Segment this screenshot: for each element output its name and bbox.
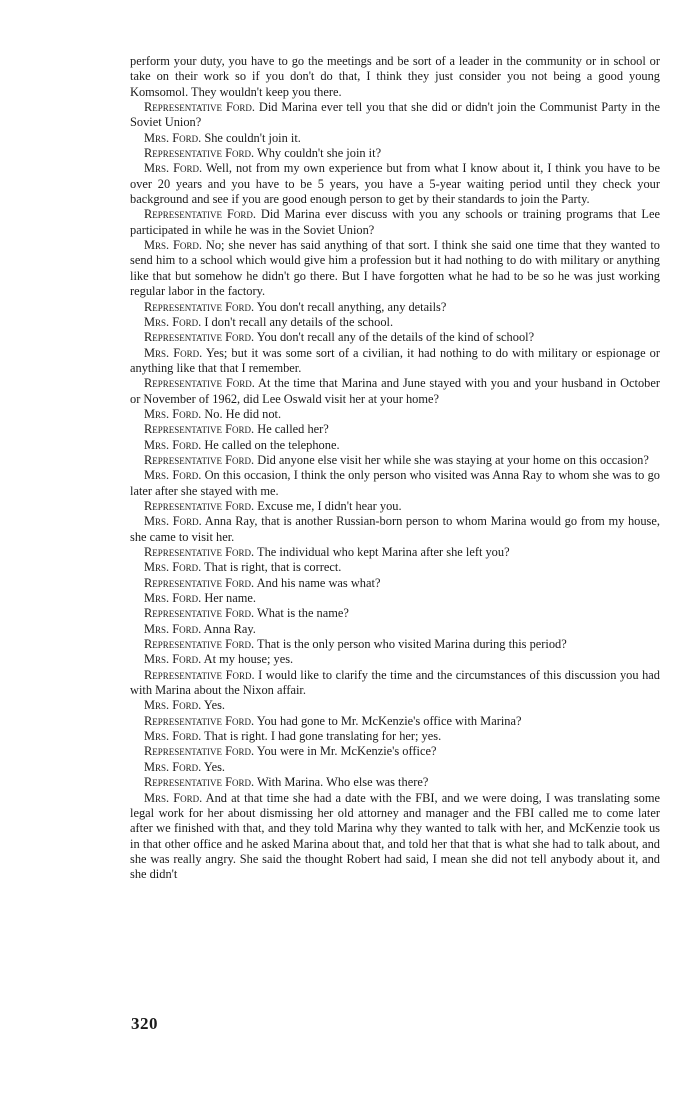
statement-text: I would like to clarify the time and the circumstances of this discussion you had with Marina about the Nixon affair. (130, 667, 660, 698)
testimony-paragraphs (130, 100, 660, 883)
testimony-paragraph (130, 606, 660, 621)
lead-paragraph: perform your duty, you have to go the meetings and be sort of a leader in the community or in school or take on their work so if you don't do that, I think they just consider you not being a good young Komsomol. They wouldn't keep you there. (130, 54, 660, 99)
statement-text: You were in Mr. McKenzie's office? (256, 744, 437, 759)
statement-text: She couldn't join it. (204, 130, 301, 145)
testimony-paragraph (130, 407, 660, 422)
speaker-label: Mrs. Ford. (144, 345, 203, 360)
testimony-paragraph (130, 453, 660, 468)
statement-text: That is right, that is correct. (204, 560, 342, 575)
speaker-label: Representative Ford. (144, 207, 256, 222)
statement-text: Why couldn't she join it? (257, 146, 382, 161)
statement-text: On this occasion, I think the only person who visited was Anna Ray to whom she was to go later after she stayed with me. (130, 468, 660, 498)
speaker-label: Mrs. Ford. (144, 591, 202, 606)
speaker-label: Representative Ford. (144, 146, 255, 161)
testimony-paragraph (130, 330, 660, 345)
speaker-label: Representative Ford. (144, 299, 255, 314)
speaker-label: Representative Ford. (144, 545, 255, 559)
speaker-label: Representative Ford. (144, 667, 255, 682)
statement-text: I don't recall any details of the school. (204, 314, 394, 329)
testimony-paragraph (130, 131, 660, 146)
testimony-paragraph (130, 698, 660, 713)
speaker-label: Mrs. Ford. (144, 406, 202, 421)
testimony-paragraph (130, 652, 660, 667)
testimony-paragraph (130, 729, 660, 744)
testimony-paragraph (130, 576, 660, 591)
speaker-label: Mrs. Ford. (144, 759, 202, 774)
testimony-paragraph (130, 668, 660, 699)
testimony-paragraph (130, 207, 660, 238)
speaker-label: Representative Ford. (144, 422, 255, 437)
testimony-paragraph (130, 744, 660, 759)
speaker-label: Mrs. Ford. (144, 468, 202, 483)
statement-text: You don't recall anything, any details? (256, 299, 447, 314)
speaker-label: Representative Ford. (144, 376, 255, 391)
statement-text: Yes; but it was some sort of a civilian, it had nothing to do with military or espionage or anything like that that I remember. (130, 345, 660, 375)
speaker-label: Representative Ford. (144, 713, 255, 728)
speaker-label: Mrs. Ford. (144, 437, 202, 452)
statement-text: No; she never has said anything of that sort. I think she said one time that they wanted to send him to a school which would give him a profession but it had nothing to do with military or anything like that but somehow he didn't go there. But I have forgotten what he had to be so he was just working regular labor in the factory. (130, 238, 660, 299)
statement-text: At the time that Marina and June stayed with you and your husband in October or November of 1962, did Lee Oswald visit her at your home? (130, 376, 660, 406)
testimony-paragraph (130, 300, 660, 315)
testimony-paragraph (130, 100, 660, 131)
statement-text: And at that time she had a date with the FBI, and we were doing, I was translating some legal work for her about dismissing her old attorney and manager and the FBI called me to come later after we finished with that, and they told Marina why they wanted to talk with her, and McKenzie took us in that other office and he asked Marina about that, and told her that that is what she had to talk about, and she was really angry. She said the thought Robert had said, I mean she did not tell anybody about it, and she didn't (130, 790, 660, 882)
speaker-label: Mrs. Ford. (144, 314, 202, 329)
speaker-label: Mrs. Ford. (144, 514, 202, 529)
testimony-paragraph (130, 146, 660, 161)
speaker-label: Mrs. Ford. (144, 621, 202, 636)
testimony-paragraph (130, 315, 660, 330)
statement-text: What is the name? (257, 606, 349, 621)
testimony-paragraph (130, 760, 660, 775)
statement-text: That is right. I had gone translating for her; yes. (204, 729, 442, 744)
testimony-paragraph (130, 514, 660, 545)
speaker-label: Mrs. Ford. (144, 130, 202, 145)
speaker-label: Representative Ford. (144, 330, 255, 345)
speaker-label: Representative Ford. (144, 452, 255, 467)
statement-text: He called on the telephone. (204, 437, 340, 452)
testimony-paragraph (130, 637, 660, 652)
statement-text: That is the only person who visited Marina during this period? (257, 637, 567, 652)
speaker-label: Representative Ford. (144, 606, 255, 621)
speaker-label: Mrs. Ford. (144, 729, 202, 744)
speaker-label: Mrs. Ford. (144, 652, 202, 667)
page-number: 320 (131, 1014, 158, 1033)
testimony-paragraph (130, 238, 660, 299)
statement-text: Excuse me, I didn't hear you. (257, 498, 402, 513)
statement-text: You had gone to Mr. McKenzie's office with Marina? (256, 713, 522, 728)
testimony-paragraph (130, 622, 660, 637)
testimony-paragraph (130, 161, 660, 207)
speaker-label: Representative Ford. (144, 575, 255, 590)
testimony-paragraph (130, 591, 660, 606)
testimony-paragraph (130, 545, 660, 560)
statement-text: Did Marina ever tell you that she did or didn't join the Communist Party in the Soviet Union? (130, 100, 660, 130)
statement-text: Her name. (204, 591, 256, 606)
statement-text: No. He did not. (204, 406, 282, 421)
speaker-label: Mrs. Ford. (144, 161, 203, 176)
speaker-label: Mrs. Ford. (144, 698, 202, 713)
statement-text: Yes. (203, 698, 225, 713)
statement-text: Yes. (203, 759, 225, 774)
statement-text: Did Marina ever discuss with you any schools or training programs that Lee participated in while he was in the Soviet Union? (130, 207, 660, 237)
statement-text: Did anyone else visit her while she was staying at your home on this occasion? (257, 452, 649, 467)
statement-text: Well, not from my own experience but from what I know about it, I think you have to be over 20 years and you have to be 5 years, you have a 5-year waiting period until they check your background and see if you are good enough person to get by their standards to join the Party. (130, 161, 661, 207)
testimony-paragraph (130, 468, 660, 499)
speaker-label: Mrs. Ford. (144, 790, 203, 805)
statement-text: You don't recall any of the details of the kind of school? (256, 330, 535, 345)
transcript-body (130, 54, 660, 883)
testimony-paragraph (130, 438, 660, 453)
testimony-paragraph (130, 346, 660, 377)
speaker-label: Representative Ford. (144, 637, 255, 652)
statement-text: And his name was what? (256, 575, 381, 590)
statement-text: With Marina. Who else was there? (257, 775, 429, 790)
statement-text: The individual who kept Marina after she left you? (257, 545, 510, 559)
statement-text: Anna Ray, that is another Russian-born person to whom Marina would go from my house, she came to visit her. (130, 514, 660, 544)
testimony-paragraph (130, 714, 660, 729)
speaker-label: Representative Ford. (144, 744, 255, 759)
speaker-label: Mrs. Ford. (144, 238, 202, 253)
speaker-label: Mrs. Ford. (144, 560, 202, 575)
statement-text: He called her? (257, 422, 329, 437)
testimony-paragraph (130, 422, 660, 437)
testimony-paragraph (130, 499, 660, 514)
testimony-paragraph (130, 791, 660, 883)
testimony-paragraph (130, 560, 660, 575)
testimony-paragraph (130, 775, 660, 790)
statement-text: At my house; yes. (203, 652, 294, 667)
statement-text: Anna Ray. (203, 621, 256, 636)
speaker-label: Representative Ford. (144, 100, 255, 115)
testimony-paragraph (130, 376, 660, 407)
speaker-label: Representative Ford. (144, 498, 255, 513)
speaker-label: Representative Ford. (144, 775, 255, 790)
